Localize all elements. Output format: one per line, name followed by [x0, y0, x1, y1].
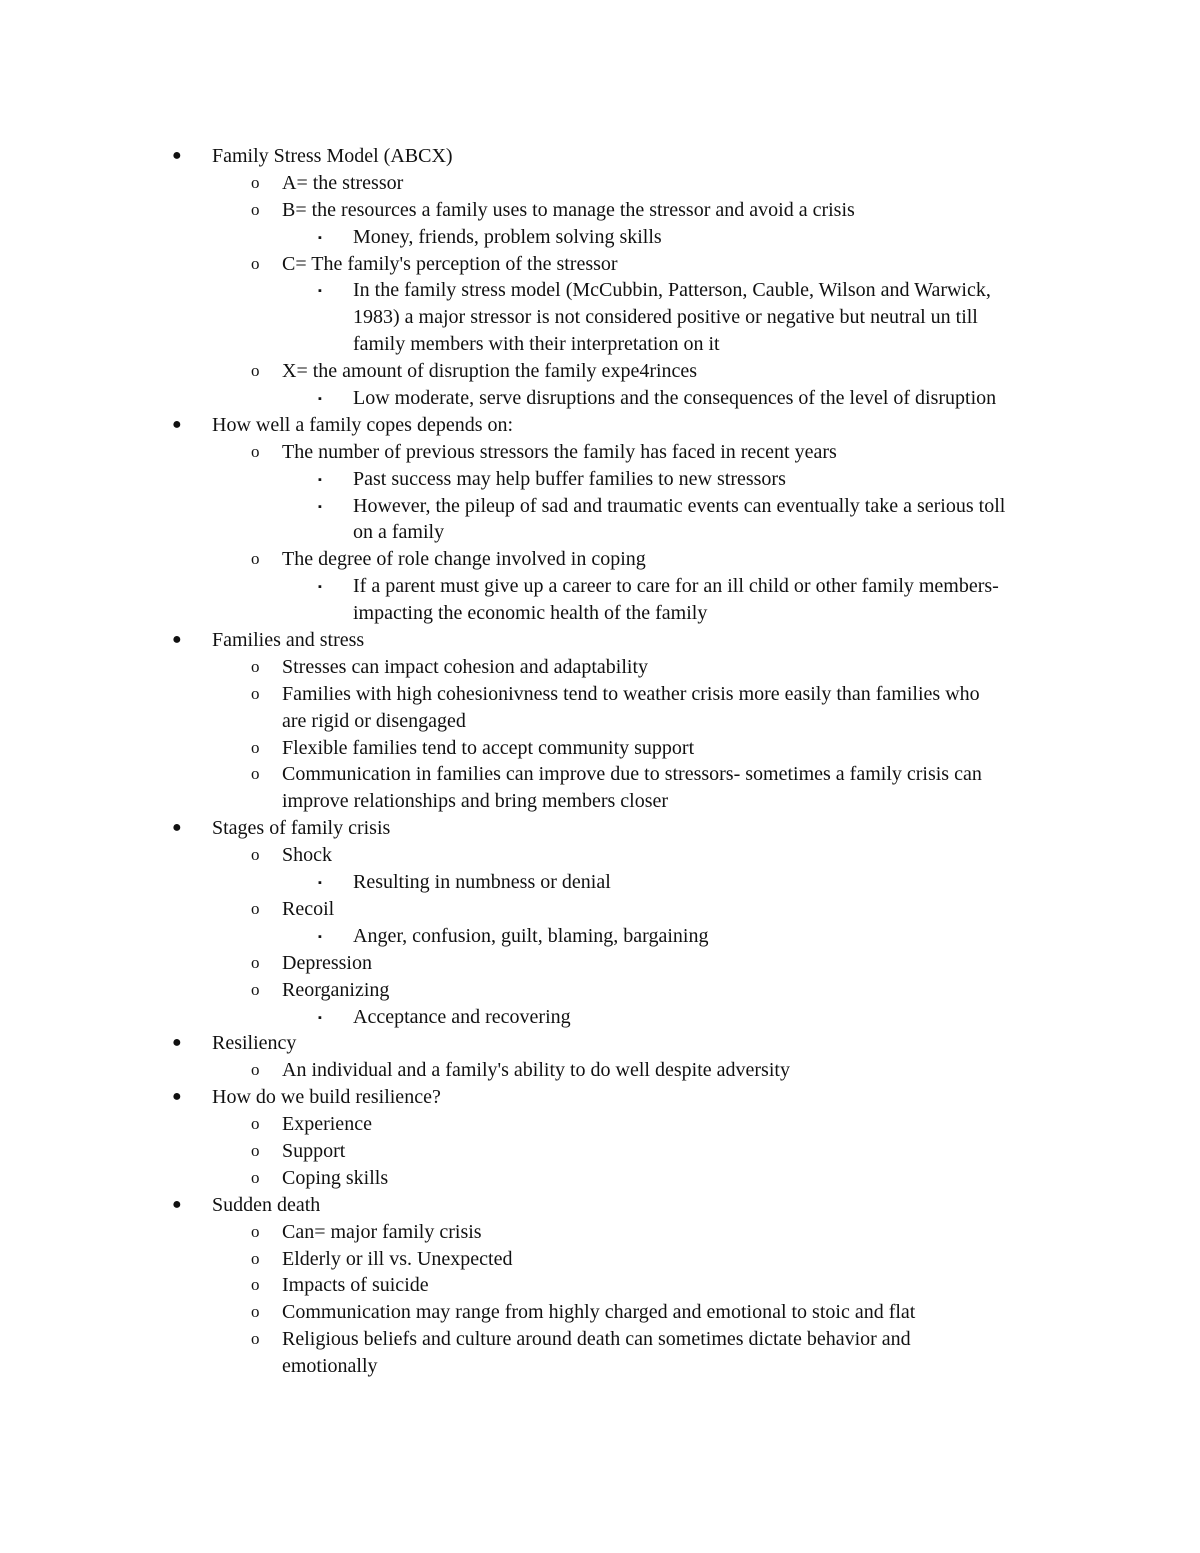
list-item-level-3: [0, 385, 1200, 412]
list-item-level-2: [0, 681, 1200, 708]
bullet-circle-icon: o: [251, 1248, 260, 1268]
bullet-disc-icon: ●: [172, 1195, 182, 1213]
list-item-text: Family Stress Model (ABCX): [212, 145, 453, 167]
list-item-text: How well a family copes depends on:: [212, 413, 514, 436]
bullet-disc-icon: ●: [172, 1088, 182, 1106]
list-item-continuation: [0, 788, 1200, 815]
bullet-square-icon: ▪: [318, 393, 322, 406]
list-item-level-2: [0, 358, 1200, 385]
bullet-square-icon: ▪: [318, 231, 322, 244]
bullet-circle-icon: o: [251, 1221, 260, 1241]
list-item-level-2: [0, 1138, 1200, 1165]
list-item-text: Shock: [282, 844, 332, 867]
list-item-level-1: [0, 1030, 1200, 1057]
bullet-circle-icon: o: [251, 656, 260, 676]
list-item-text: Stresses can impact cohesion and adaptability: [282, 655, 649, 678]
list-item-text: Communication may range from highly charged and emotional to stoic and flat: [282, 1301, 916, 1324]
list-item-level-2: [0, 546, 1200, 573]
list-item-level-2: [0, 251, 1200, 278]
bullet-circle-icon: o: [251, 1114, 260, 1134]
list-item-text: on a family: [353, 521, 445, 544]
bullet-square-icon: ▪: [318, 581, 322, 594]
list-item-text: However, the pileup of sad and traumatic events can eventually take a serious toll: [353, 494, 1006, 517]
bullet-square-icon: ▪: [318, 877, 322, 890]
list-item-text: Money, friends, problem solving skills: [353, 225, 662, 248]
list-item-text: Communication in families can improve due to stressors- sometimes a family crisis can: [282, 763, 982, 786]
list-item-text: improve relationships and bring members closer: [282, 790, 669, 813]
bullet-circle-icon: o: [251, 1140, 260, 1160]
list-item-continuation: [0, 331, 1200, 358]
list-item-text: Recoil: [282, 897, 335, 920]
bullet-circle-icon: o: [251, 361, 260, 381]
list-item-text: Religious beliefs and culture around death can sometimes dictate behavior and: [282, 1328, 911, 1351]
list-item-text: C= The family's perception of the stressor: [282, 252, 618, 275]
list-item-level-2: [0, 1219, 1200, 1246]
list-item-level-3: [0, 869, 1200, 896]
list-item-level-2: [0, 1246, 1200, 1273]
bullet-circle-icon: o: [251, 979, 260, 999]
bullet-circle-icon: o: [251, 441, 260, 461]
list-item-text: Coping skills: [282, 1166, 389, 1189]
list-item-continuation: [0, 1353, 1200, 1380]
list-item-level-2: [0, 735, 1200, 762]
list-item-level-2: [0, 1326, 1200, 1353]
list-item-text: Sudden death: [212, 1193, 321, 1216]
list-item-level-2: [0, 1272, 1200, 1299]
list-item-text: Resulting in numbness or denial: [353, 871, 611, 894]
list-item-text: Can= major family crisis: [282, 1220, 482, 1243]
list-item-text: family members with their interpretation on it: [353, 333, 720, 356]
list-item-level-2: [0, 1111, 1200, 1138]
list-item-text: 1983) a major stressor is not considered positive or negative but neutral un till: [353, 306, 978, 329]
bullet-disc-icon: ●: [172, 415, 182, 433]
list-item-continuation: [0, 600, 1200, 627]
bullet-circle-icon: o: [251, 737, 260, 757]
list-item-level-2: [0, 896, 1200, 923]
list-item-level-3: [0, 923, 1200, 950]
list-item-level-2: [0, 977, 1200, 1004]
list-item-text: Past success may help buffer families to new stressors: [353, 467, 786, 490]
list-item-text: impacting the economic health of the family: [353, 602, 708, 625]
list-item-level-1: [0, 143, 1200, 170]
bullet-circle-icon: o: [251, 764, 260, 784]
list-item-level-2: [0, 439, 1200, 466]
list-item-continuation: [0, 304, 1200, 331]
list-item-level-1: [0, 627, 1200, 654]
list-item-level-2: [0, 761, 1200, 788]
list-item-text: The degree of role change involved in coping: [282, 548, 646, 571]
list-item-level-3: [0, 224, 1200, 251]
list-item-level-2: [0, 197, 1200, 224]
list-item-text: How do we build resilience?: [212, 1086, 441, 1109]
list-item-level-1: [0, 412, 1200, 439]
bullet-disc-icon: ●: [172, 147, 182, 164]
list-item-text: Elderly or ill vs. Unexpected: [282, 1247, 513, 1270]
list-item-text: Families with high cohesionivness tend to weather crisis more easily than families who: [282, 682, 980, 705]
list-item-level-3: [0, 493, 1200, 520]
bullet-circle-icon: o: [251, 199, 260, 219]
bullet-circle-icon: o: [251, 1329, 260, 1349]
list-item-level-2: [0, 1299, 1200, 1326]
bullet-circle-icon: o: [251, 952, 260, 972]
list-item-level-2: [0, 170, 1200, 197]
list-item-text: Resiliency: [212, 1032, 297, 1055]
bullet-disc-icon: ●: [172, 819, 182, 837]
bullet-circle-icon: o: [251, 1060, 260, 1080]
list-item-continuation: [0, 519, 1200, 546]
list-item-text: The number of previous stressors the family has faced in recent years: [282, 440, 837, 463]
bullet-circle-icon: o: [251, 253, 260, 273]
list-item-text: B= the resources a family uses to manage the stressor and avoid a crisis: [282, 198, 855, 221]
list-item-text: emotionally: [282, 1355, 378, 1378]
list-item-level-2: [0, 654, 1200, 681]
list-item-level-2: [0, 842, 1200, 869]
bullet-circle-icon: o: [251, 1302, 260, 1322]
list-item-text: Flexible families tend to accept community support: [282, 736, 695, 759]
list-item-level-1: [0, 815, 1200, 842]
list-item-text: Experience: [282, 1113, 372, 1136]
list-item-text: Acceptance and recovering: [353, 1005, 571, 1028]
list-item-level-2: [0, 1165, 1200, 1192]
list-item-level-2: [0, 950, 1200, 977]
bullet-circle-icon: o: [251, 1167, 260, 1187]
list-item-level-1: [0, 1192, 1200, 1219]
bullet-square-icon: ▪: [318, 1011, 322, 1024]
list-item-text: Reorganizing: [282, 978, 390, 1001]
bullet-square-icon: ▪: [318, 285, 322, 298]
list-item-text: Families and stress: [212, 629, 365, 652]
list-item-text: Support: [282, 1139, 346, 1162]
list-item-text: Depression: [282, 951, 372, 974]
list-item-text: Anger, confusion, guilt, blaming, bargaining: [353, 924, 709, 947]
list-item-text: In the family stress model (McCubbin, Patterson, Cauble, Wilson and Warwick,: [353, 279, 991, 302]
list-item-text: A= the stressor: [282, 171, 404, 194]
bullet-square-icon: ▪: [318, 500, 322, 513]
list-item-text: Impacts of suicide: [282, 1274, 429, 1297]
list-item-text: Stages of family crisis: [212, 817, 391, 840]
bullet-circle-icon: o: [251, 549, 260, 569]
list-item-level-3: [0, 277, 1200, 304]
list-item-text: An individual and a family's ability to do well despite adversity: [282, 1059, 790, 1082]
bullet-circle-icon: o: [251, 1275, 260, 1295]
list-item-text: are rigid or disengaged: [282, 709, 466, 732]
list-item-level-3: [0, 466, 1200, 493]
bullet-circle-icon: o: [251, 845, 260, 865]
list-item-level-2: [0, 1057, 1200, 1084]
document-body: [0, 143, 1200, 1380]
bullet-circle-icon: o: [251, 172, 260, 192]
bullet-disc-icon: ●: [172, 631, 182, 649]
bullet-square-icon: ▪: [318, 473, 322, 486]
bullet-square-icon: ▪: [318, 930, 322, 943]
list-item-continuation: [0, 708, 1200, 735]
list-item-level-3: [0, 1004, 1200, 1031]
list-item-level-1: [0, 1084, 1200, 1111]
bullet-circle-icon: o: [251, 683, 260, 703]
list-item-text: Low moderate, serve disruptions and the consequences of the level of disruption: [353, 387, 997, 410]
list-item-level-3: [0, 573, 1200, 600]
list-item-text: X= the amount of disruption the family expe4rinces: [282, 360, 698, 383]
bullet-disc-icon: ●: [172, 1034, 182, 1052]
list-item-text: If a parent must give up a career to care for an ill child or other family members-: [353, 575, 999, 598]
bullet-circle-icon: o: [251, 898, 260, 918]
